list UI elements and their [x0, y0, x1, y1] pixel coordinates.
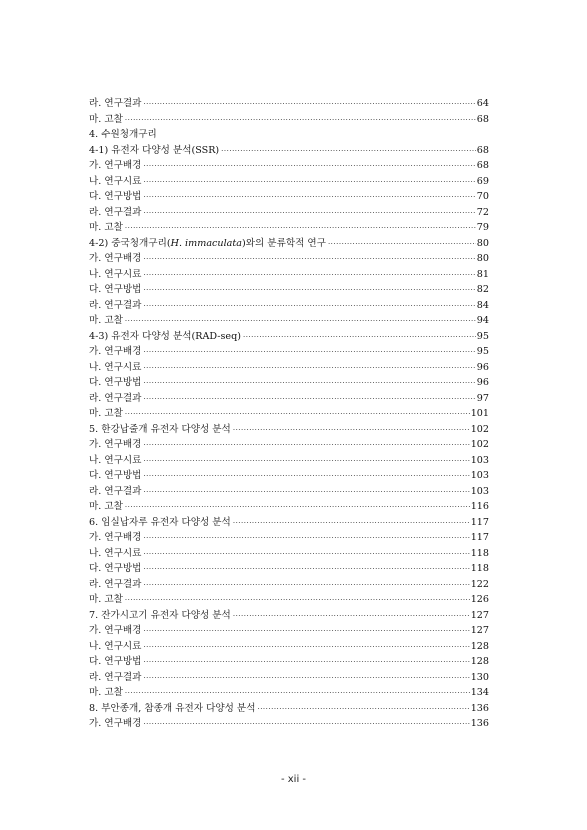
- toc-entry[interactable]: [89, 670, 489, 686]
- toc-entry-label: 7. 잔가시고기 유전자 다양성 분석: [89, 609, 231, 621]
- toc-entry-page: 117: [470, 516, 489, 528]
- toc-entry-page: 117: [470, 532, 489, 543]
- toc-entry-page: 130: [470, 671, 489, 683]
- toc-entry-label: 라. 연구결과: [89, 671, 142, 683]
- leader-dots: [143, 175, 475, 191]
- toc-entry-label: 마. 고찰: [89, 687, 123, 698]
- leader-dots: [143, 345, 475, 361]
- toc-entry[interactable]: [89, 96, 489, 112]
- toc-entry-page: 80: [476, 237, 489, 249]
- leader-dots: [257, 702, 469, 718]
- toc-entry-page: 97: [476, 392, 489, 404]
- leader-dots: [143, 283, 475, 299]
- leader-dots: [143, 640, 469, 656]
- toc-entry-page: 95: [476, 330, 489, 342]
- leader-dots: [125, 314, 476, 330]
- toc-entry-label: 가. 연구배경: [89, 160, 142, 171]
- toc-entry[interactable]: [89, 716, 489, 732]
- toc-entry[interactable]: [89, 577, 489, 593]
- toc-entry-label: 다. 연구방법: [89, 284, 142, 295]
- toc-entry-label: 나. 연구시료: [89, 640, 142, 652]
- toc-entry[interactable]: [89, 685, 489, 701]
- toc-entry-page: 122: [470, 578, 489, 590]
- toc-entry[interactable]: [89, 484, 489, 500]
- leader-dots: [233, 516, 470, 532]
- toc-entry-label: 가. 연구배경: [89, 718, 142, 729]
- toc-entry-page: 134: [470, 687, 489, 698]
- leader-dots: [143, 469, 469, 485]
- leader-dots: [125, 407, 470, 423]
- toc-entry[interactable]: [89, 360, 489, 376]
- toc-entry-page: 70: [476, 191, 489, 202]
- toc-entry-page: 68: [476, 160, 489, 171]
- toc-entry-label: 다. 연구방법: [89, 470, 142, 481]
- toc-entry[interactable]: [89, 499, 489, 515]
- toc-entry-page: 72: [476, 206, 489, 218]
- toc-entry[interactable]: [89, 530, 489, 546]
- table-of-contents: [89, 96, 489, 732]
- toc-entry[interactable]: [89, 174, 489, 190]
- toc-entry-page: 68: [476, 113, 489, 125]
- toc-section-heading[interactable]: [89, 127, 489, 143]
- toc-entry[interactable]: [89, 375, 489, 391]
- page-number-footer: - xii -: [280, 774, 307, 785]
- toc-entry-page: 118: [470, 547, 489, 559]
- leader-dots: [143, 671, 469, 687]
- toc-entry-page: 136: [470, 718, 489, 729]
- toc-entry-page: 96: [476, 361, 489, 373]
- toc-entry[interactable]: [89, 468, 489, 484]
- toc-entry[interactable]: [89, 391, 489, 407]
- toc-entry-page: 127: [470, 625, 489, 636]
- toc-entry-label: 나. 연구시료: [89, 547, 142, 559]
- toc-entry[interactable]: [89, 220, 489, 236]
- leader-dots: [233, 609, 470, 625]
- toc-entry[interactable]: [89, 546, 489, 562]
- toc-entry-label: 마. 고찰: [89, 501, 123, 512]
- toc-entry-label: [89, 236, 326, 252]
- toc-entry[interactable]: [89, 251, 489, 267]
- toc-entry-label: 라. 연구결과: [89, 578, 142, 590]
- toc-entry[interactable]: [89, 623, 489, 639]
- toc-entry-label: 마. 고찰: [89, 113, 123, 125]
- toc-entry-page: 82: [476, 284, 489, 295]
- toc-entry-label-italic: H. immaculata: [170, 237, 242, 249]
- toc-entry-label: 가. 연구배경: [89, 439, 142, 450]
- toc-entry-label: 나. 연구시료: [89, 268, 142, 280]
- leader-dots: [125, 593, 470, 609]
- toc-entry[interactable]: [89, 267, 489, 283]
- toc-entry[interactable]: [89, 205, 489, 221]
- toc-entry-label: 다. 연구방법: [89, 191, 142, 202]
- toc-entry-label: 5. 한강납줄개 유전자 다양성 분석: [89, 423, 231, 435]
- leader-dots: [233, 423, 470, 439]
- leader-dots: [125, 221, 476, 237]
- leader-dots: [125, 500, 470, 516]
- toc-entry-label: 가. 연구배경: [89, 346, 142, 357]
- toc-entry-page: 127: [470, 609, 489, 621]
- toc-entry-page: 84: [476, 299, 489, 311]
- toc-entry[interactable]: [89, 344, 489, 360]
- toc-entry-label: 가. 연구배경: [89, 532, 142, 543]
- toc-entry-label: 가. 연구배경: [89, 253, 142, 264]
- toc-entry-page: 95: [476, 346, 489, 357]
- toc-entry-label: 다. 연구방법: [89, 656, 142, 667]
- toc-entry-page: 126: [470, 594, 489, 605]
- leader-dots: [125, 113, 476, 129]
- leader-dots: [143, 299, 475, 315]
- toc-entry[interactable]: [89, 422, 489, 438]
- toc-entry-label: 나. 연구시료: [89, 175, 142, 187]
- toc-entry-page: 118: [470, 563, 489, 574]
- toc-entry-label: 라. 연구결과: [89, 299, 142, 311]
- leader-dots: [143, 578, 469, 594]
- toc-entry[interactable]: [89, 282, 489, 298]
- toc-entry-page: 94: [476, 315, 489, 326]
- toc-entry-label: 마. 고찰: [89, 594, 123, 605]
- leader-dots: [143, 252, 475, 268]
- toc-entry-label: 마. 고찰: [89, 222, 123, 233]
- toc-entry-page: 69: [476, 175, 489, 187]
- toc-entry-page: 128: [470, 656, 489, 667]
- leader-dots: [143, 547, 469, 563]
- toc-entry-page: 102: [470, 423, 489, 435]
- toc-entry-label: 라. 연구결과: [89, 392, 142, 404]
- leader-dots: [143, 361, 475, 377]
- toc-entry[interactable]: [89, 236, 489, 252]
- leader-dots: [143, 485, 469, 501]
- toc-entry-label: 마. 고찰: [89, 315, 123, 326]
- toc-entry-label: 라. 연구결과: [89, 98, 142, 109]
- toc-entry-label: 나. 연구시료: [89, 361, 142, 373]
- toc-entry[interactable]: [89, 515, 489, 531]
- toc-entry-page: 96: [476, 377, 489, 388]
- toc-entry-label: 8. 부안종개, 참종개 유전자 다양성 분석: [89, 702, 256, 714]
- leader-dots: [143, 562, 469, 578]
- leader-dots: [143, 454, 469, 470]
- toc-entry-page: 79: [476, 222, 489, 233]
- leader-dots: [143, 97, 475, 113]
- toc-entry[interactable]: [89, 561, 489, 577]
- toc-entry-label: 다. 연구방법: [89, 563, 142, 574]
- toc-entry-label: 가. 연구배경: [89, 625, 142, 636]
- toc-entry-page: 136: [470, 702, 489, 714]
- leader-dots: [143, 717, 469, 733]
- leader-dots: [143, 624, 469, 640]
- toc-entry-label-pre: 4-2) 중국청개구리(: [89, 237, 171, 249]
- leader-dots: [143, 190, 475, 206]
- toc-entry[interactable]: [89, 298, 489, 314]
- leader-dots: [328, 237, 476, 253]
- leader-dots: [143, 531, 469, 547]
- leader-dots: [143, 438, 469, 454]
- toc-entry[interactable]: [89, 592, 489, 608]
- toc-entry-page: 80: [476, 253, 489, 264]
- toc-entry-label: 라. 연구결과: [89, 206, 142, 218]
- leader-dots: [221, 144, 476, 160]
- leader-dots: [143, 206, 475, 222]
- toc-entry[interactable]: [89, 608, 489, 624]
- toc-entry[interactable]: [89, 437, 489, 453]
- toc-entry-label: 6. 임실납자루 유전자 다양성 분석: [89, 516, 231, 528]
- toc-entry-page: 102: [470, 439, 489, 450]
- leader-dots: [143, 159, 475, 175]
- toc-entry-page: 81: [476, 268, 489, 280]
- toc-entry-page: 68: [476, 144, 489, 156]
- toc-entry-label: 4-3) 유전자 다양성 분석(RAD-seq): [89, 330, 241, 342]
- toc-entry[interactable]: [89, 112, 489, 128]
- leader-dots: [143, 376, 475, 392]
- toc-entry[interactable]: [89, 406, 489, 422]
- toc-entry[interactable]: [89, 654, 489, 670]
- toc-entry-page: 103: [470, 470, 489, 481]
- toc-entry[interactable]: [89, 143, 489, 159]
- leader-dots: [143, 655, 469, 671]
- toc-entry-label: 나. 연구시료: [89, 454, 142, 466]
- leader-dots: [243, 330, 476, 346]
- leader-dots: [125, 686, 470, 702]
- toc-entry[interactable]: [89, 329, 489, 345]
- toc-entry-label: 4. 수원청개구리: [89, 129, 157, 140]
- toc-entry-label: 마. 고찰: [89, 408, 123, 419]
- toc-entry-page: 103: [470, 485, 489, 497]
- toc-entry[interactable]: [89, 313, 489, 329]
- toc-entry[interactable]: [89, 639, 489, 655]
- toc-entry-label: 4-1) 유전자 다양성 분석(SSR): [89, 144, 220, 156]
- toc-entry-page: 116: [470, 501, 489, 512]
- toc-entry-page: 101: [470, 408, 489, 419]
- toc-entry[interactable]: [89, 453, 489, 469]
- toc-entry[interactable]: [89, 189, 489, 205]
- toc-entry-label: 라. 연구결과: [89, 485, 142, 497]
- toc-entry-label: 다. 연구방법: [89, 377, 142, 388]
- toc-entry[interactable]: [89, 701, 489, 717]
- toc-entry-label-post: )와의 분류학적 연구: [241, 237, 326, 249]
- toc-entry-page: 103: [470, 454, 489, 466]
- toc-entry[interactable]: [89, 158, 489, 174]
- toc-entry-page: 64: [476, 98, 489, 109]
- leader-dots: [143, 268, 475, 284]
- leader-dots: [143, 392, 475, 408]
- toc-entry-page: 128: [470, 640, 489, 652]
